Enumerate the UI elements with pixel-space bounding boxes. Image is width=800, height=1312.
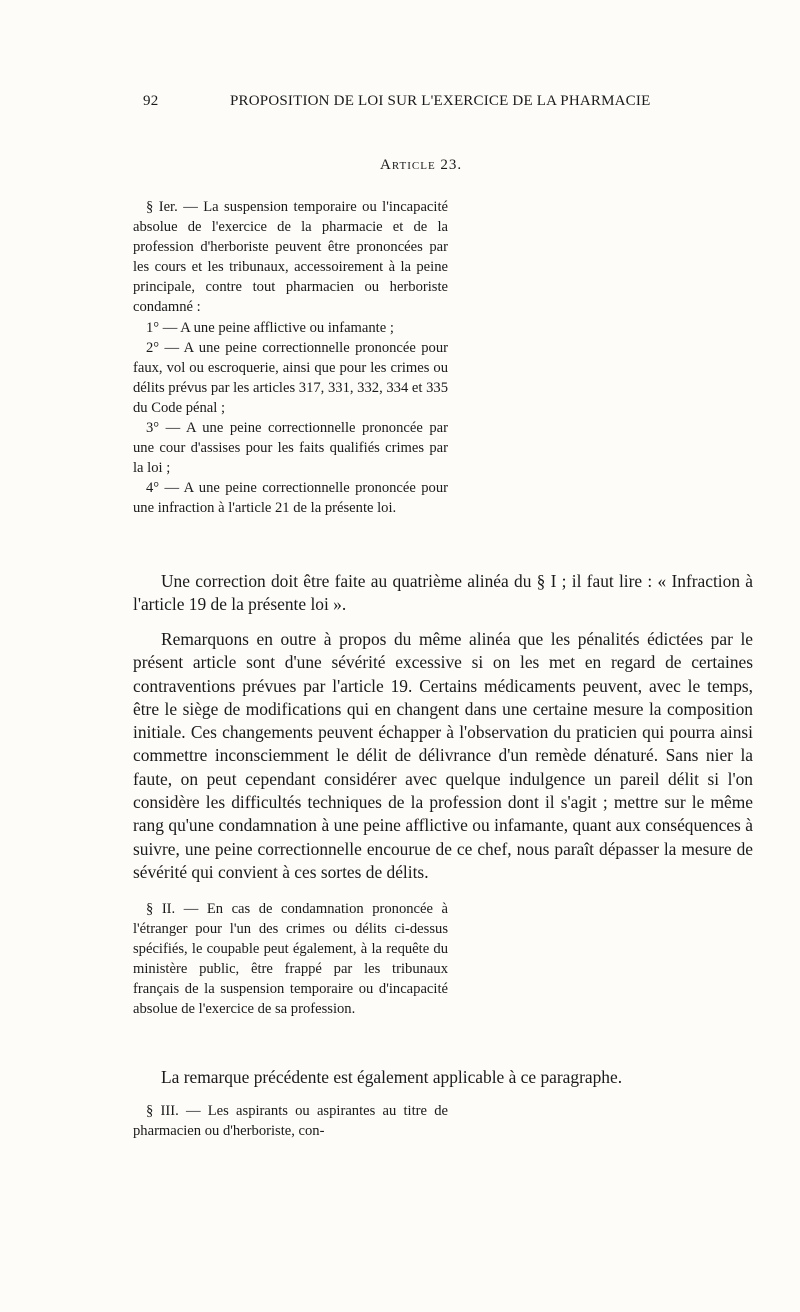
article-heading: Article 23. — [380, 157, 463, 173]
section-II-text: § II. — En cas de condamnation prononcée à l'étranger pour l'un des crimes ou délits ci-dessus spécifiés, le coupable peut également, à la requête du ministère public, être frappé par les tribunaux français de la suspension temporaire ou d'incapacité absolue de l'exercice de sa profession. — [133, 901, 448, 1018]
commentary-remarks — [133, 628, 753, 884]
running-title: PROPOSITION DE LOI SUR L'EXERCICE DE LA PHARMACIE — [230, 93, 651, 109]
commentary-1-text: Une correction doit être faite au quatrième alinéa du § I ; il faut lire : « Infraction à l'article 19 de la présente loi ». — [133, 571, 753, 615]
section-I-item-4: 4° — A une peine correctionnelle prononcée pour une infraction à l'article 21 de la présente loi. — [133, 480, 448, 517]
law-section-II — [133, 899, 448, 1020]
section-I-item-3: 3° — A une peine correctionnelle prononcée par une cour d'assises pour les faits qualifiés crimes par la loi ; — [133, 420, 448, 477]
law-section-I — [133, 197, 448, 519]
commentary-2-text: Remarquons en outre à propos du même alinéa que les pénalités édictées par le présent article sont d'une sévérité excessive si on les met en regard de certaines contraventions prévues par l'article 19. Certains médicaments peuvent, avec le temps, être le siège de modifications qui en changent dans une certaine mesure la composition initiale. Ces changements peuvent échapper à l'observation du praticien qui pourra ainsi commettre inconsciemment le délit de délivrance d'un remède dénaturé. Sans nier la faute, on peut cependant considérer avec quelque indulgence un pareil délit si l'on considère les difficultés techniques de la profession dont il s'agit ; mettre sur le même rang qu'une condamnation à une peine afflictive ou infamante, quant aux conséquences à suivre, une peine correctionnelle encourue de ce chef, nous paraît dépasser la mesure de sévérité qui convient à ces sortes de délits. — [133, 629, 753, 882]
commentary-applicable — [133, 1066, 753, 1089]
section-I-item-1: 1° — A une peine afflictive ou infamante ; — [146, 319, 394, 336]
section-I-item-2: 2° — A une peine correctionnelle prononcée pour faux, vol ou escroquerie, ainsi que pour les crimes ou délits prévus par les articles 317, 331, 332, 334 et 335 du Code pénal ; — [133, 339, 448, 416]
section-I-intro: § Ier. — La suspension temporaire ou l'incapacité absolue de l'exercice de la pharmacie et de la profession d'herboriste peuvent être prononcées par les cours et les tribunaux, accessoirement à la peine principale, contre tout pharmacien ou herboriste condamné : — [133, 199, 448, 316]
law-section-III — [133, 1101, 448, 1141]
page-number: 92 — [143, 93, 159, 109]
commentary-3-text: La remarque précédente est également applicable à ce paragraphe. — [161, 1067, 623, 1087]
commentary-correction — [133, 570, 753, 617]
section-III-text: § III. — Les aspirants ou aspirantes au titre de pharmacien ou d'herboriste, con- — [133, 1103, 448, 1140]
